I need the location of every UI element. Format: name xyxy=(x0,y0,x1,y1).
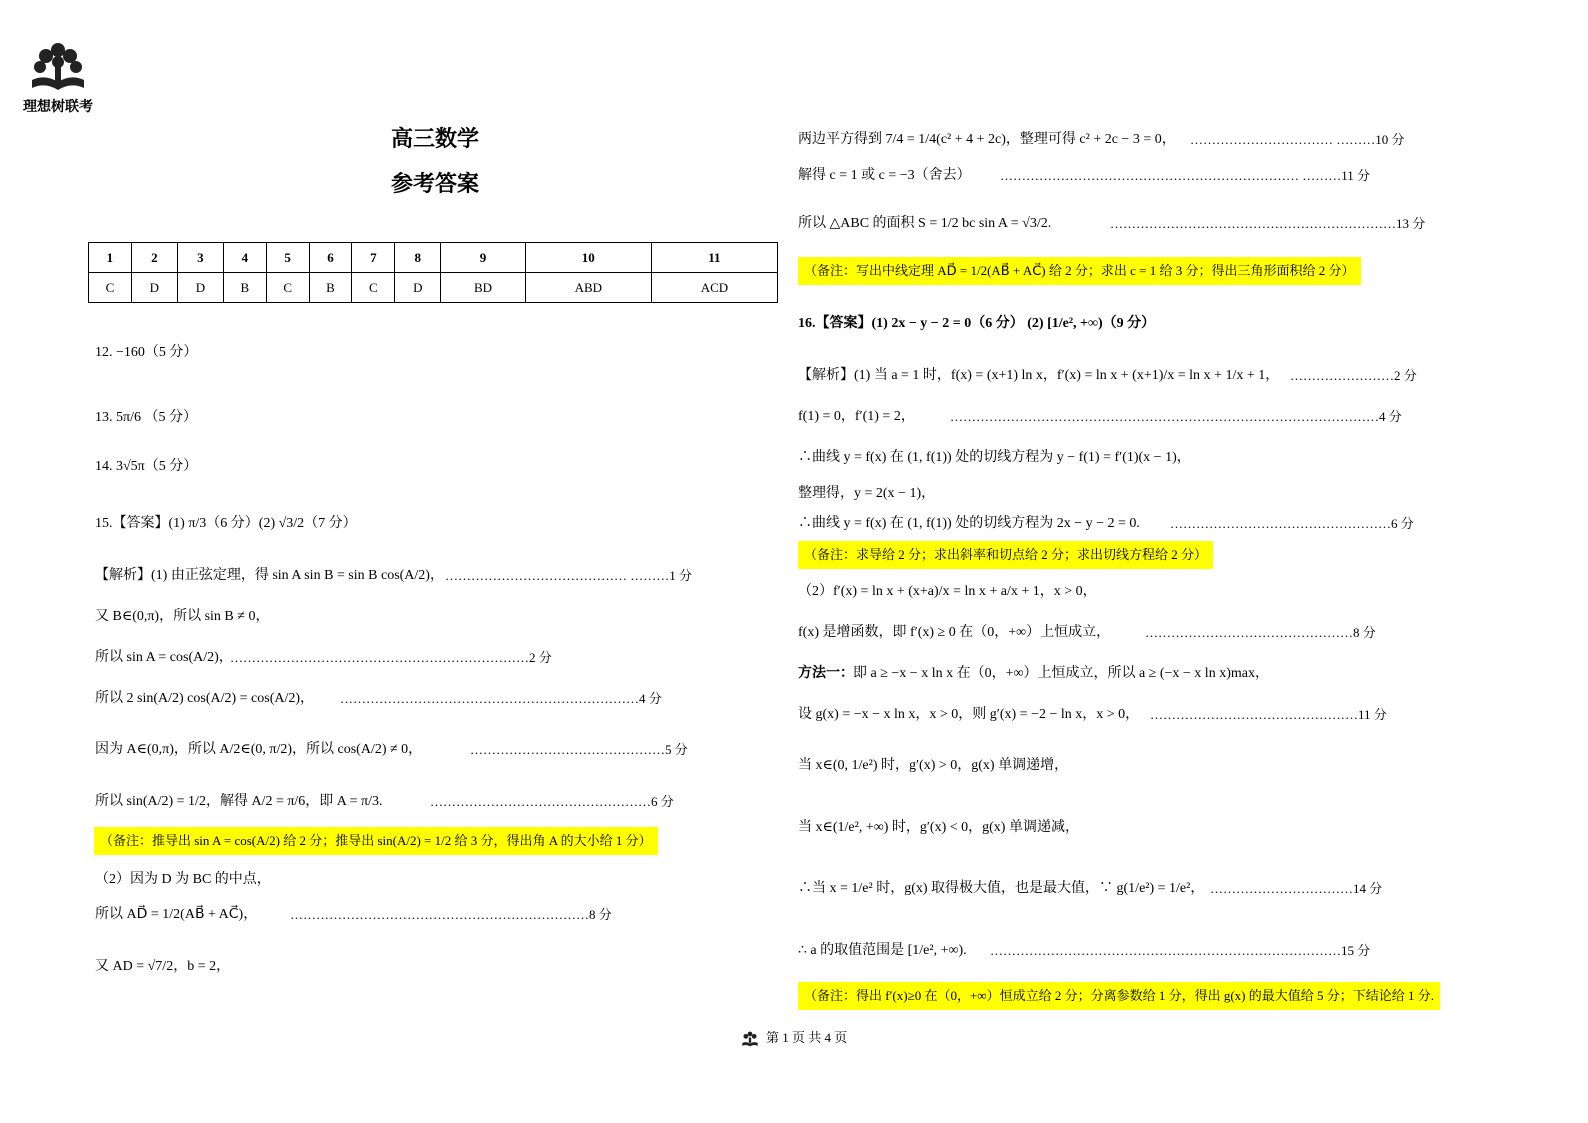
question-number: 2 xyxy=(131,243,177,273)
question-number: 11 xyxy=(651,243,777,273)
question-number: 1 xyxy=(89,243,132,273)
solution-line: f(1) = 0，f′(1) = 2， xyxy=(798,409,915,424)
question-number: 5 xyxy=(266,243,309,273)
answer-cell: C xyxy=(352,273,395,303)
score-marker: ……………………………………………6 分 xyxy=(1170,516,1414,531)
question-number: 9 xyxy=(441,243,525,273)
question-number: 3 xyxy=(177,243,223,273)
score-marker: ………………………………………………………………………………………4 分 xyxy=(950,409,1402,424)
note-highlight: （备注：写出中线定理 AD⃗ = 1/2(AB⃗ + AC⃗) 给 2 分；求出 c = 1 给 3 分；得出三角形面积给 2 分） xyxy=(798,257,1361,285)
solution-line: 当 x∈(1/e², +∞) 时，g′(x) < 0，g(x) 单调递减， xyxy=(798,820,1079,835)
solution-line: 因为 A∈(0,π)，所以 A/2∈(0, π/2)，所以 cos(A/2) ≠ 0， xyxy=(95,742,423,757)
logo-text: 理想树联考 xyxy=(23,99,93,115)
score-marker: ……………………………14 分 xyxy=(1210,881,1383,896)
answer-q15: 15.【答案】(1) π/3（6 分）(2) √3/2（7 分） xyxy=(95,516,357,531)
solution-line: （2）因为 D 为 BC 的中点， xyxy=(95,872,271,887)
answer-cell: C xyxy=(266,273,309,303)
question-number: 7 xyxy=(352,243,395,273)
page-footer xyxy=(0,1027,1588,1047)
score-marker: ……………………………………………6 分 xyxy=(430,794,674,809)
solution-line: ∴曲线 y = f(x) 在 (1, f(1)) 处的切线方程为 2x − y − 2 = 0. xyxy=(798,516,1140,531)
note-highlight: （备注：推导出 sin A = cos(A/2) 给 2 分；推导出 sin(A/2) = 1/2 给 3 分，得出角 A 的大小给 1 分） xyxy=(94,827,658,855)
solution-line: （2）f′(x) = ln x + (x+a)/x = ln x + a/x + 1，x > 0， xyxy=(798,584,1097,599)
score-marker: …………………………………………11 分 xyxy=(1150,707,1387,722)
tree-logo-icon xyxy=(741,1031,759,1047)
solution-line: 又 B∈(0,π)，所以 sin B ≠ 0， xyxy=(95,609,270,624)
answer-q13: 13. 5π/6 （5 分） xyxy=(95,410,197,425)
solution-line: 所以 AD⃗ = 1/2(AB⃗ + AC⃗)， xyxy=(95,907,258,922)
solution-line: 整理得，y = 2(x − 1)， xyxy=(798,486,936,501)
question-number: 8 xyxy=(395,243,441,273)
score-marker: …………………………………… ………1 分 xyxy=(445,568,693,583)
score-marker: ……………………………………………………………4 分 xyxy=(340,691,662,706)
solution-line: 所以 △ABC 的面积 S = 1/2 bc sin A = √3/2. xyxy=(798,216,1052,231)
score-marker: …………………………………………………………13 分 xyxy=(1110,216,1426,231)
score-marker: ………………………………………………………………………15 分 xyxy=(990,943,1371,958)
solution-line: ∴当 x = 1/e² 时，g(x) 取得极大值，也是最大值，∵ g(1/e²) = 1/e²， xyxy=(798,881,1205,896)
score-marker: …………………………… ………10 分 xyxy=(1190,132,1405,147)
score-marker: …………………………………………8 分 xyxy=(1145,625,1376,640)
answer-cell: ABD xyxy=(525,273,651,303)
answer-cell: D xyxy=(177,273,223,303)
answer-table-header-row xyxy=(89,243,778,273)
answer-q16: 16.【答案】(1) 2x − y − 2 = 0（6 分） (2) [1/e², +∞)（9 分） xyxy=(798,316,1156,331)
solution-line: 解得 c = 1 或 c = −3（舍去） xyxy=(798,168,971,183)
question-number: 6 xyxy=(309,243,352,273)
solution-line: f(x) 是增函数，即 f′(x) ≥ 0 在（0，+∞）上恒成立， xyxy=(798,625,1111,640)
answer-cell: B xyxy=(309,273,352,303)
score-marker: …………………………………………………………… ………11 分 xyxy=(1000,168,1371,183)
question-number: 4 xyxy=(223,243,266,273)
score-marker: ……………………2 分 xyxy=(1290,368,1417,383)
note-highlight: （备注：得出 f′(x)≥0 在（0，+∞）恒成立给 2 分；分离参数给 1 分，得出 g(x) 的最大值给 5 分；下结论给 1 分. xyxy=(798,982,1440,1010)
solution-line: ∴曲线 y = f(x) 在 (1, f(1)) 处的切线方程为 y − f(1) = f′(1)(x − 1)， xyxy=(798,450,1191,465)
note-highlight: （备注：求导给 2 分；求出斜率和切点给 2 分；求出切线方程给 2 分） xyxy=(798,541,1213,569)
solution-line: 【解析】(1) 由正弦定理，得 sin A sin B = sin B cos(A/2)， xyxy=(95,568,444,583)
method-label: 方法一： xyxy=(798,666,854,681)
score-marker: ……………………………………………………………8 分 xyxy=(290,907,612,922)
question-number: 10 xyxy=(525,243,651,273)
page-title: 高三数学 xyxy=(390,127,479,152)
solution-line: 所以 sin A = cos(A/2)， xyxy=(95,650,233,665)
score-marker: ……………………………………………………………2 分 xyxy=(230,650,552,665)
page-subtitle: 参考答案 xyxy=(390,172,479,197)
answer-table xyxy=(88,242,778,303)
solution-line: 【解析】(1) 当 a = 1 时，f(x) = (x+1) ln x，f′(x) = ln x + (x+1)/x = ln x + 1/x + 1， xyxy=(798,368,1280,383)
answer-q12: 12. −160（5 分） xyxy=(95,345,198,360)
answer-table-answer-row xyxy=(89,273,778,303)
solution-line: 当 x∈(0, 1/e²) 时，g′(x) > 0，g(x) 单调递增， xyxy=(798,758,1069,773)
answer-cell: D xyxy=(131,273,177,303)
solution-line: ∴ a 的取值范围是 [1/e², +∞). xyxy=(798,943,967,958)
answer-cell: C xyxy=(89,273,132,303)
answer-cell: D xyxy=(395,273,441,303)
answer-cell: BD xyxy=(441,273,525,303)
answer-q14: 14. 3√5π（5 分） xyxy=(95,459,198,474)
page-number: 第 1 页 共 4 页 xyxy=(765,1030,848,1045)
solution-line: 即 a ≥ −x − x ln x 在（0，+∞）上恒成立，所以 a ≥ (−x − x ln x)max， xyxy=(853,666,1269,681)
solution-line: 所以 2 sin(A/2) cos(A/2) = cos(A/2)， xyxy=(95,691,315,706)
solution-line: 两边平方得到 7/4 = 1/4(c² + 4 + 2c)，整理可得 c² + 2c − 3 = 0， xyxy=(798,132,1176,147)
solution-line: 又 AD = √7/2，b = 2， xyxy=(95,959,231,974)
logo xyxy=(18,40,98,116)
answer-cell: B xyxy=(223,273,266,303)
tree-book-logo-icon xyxy=(28,40,88,94)
solution-line: 所以 sin(A/2) = 1/2，解得 A/2 = π/6，即 A = π/3. xyxy=(95,794,383,809)
solution-line: 设 g(x) = −x − x ln x，x > 0，则 g′(x) = −2 − ln x，x > 0， xyxy=(798,707,1140,722)
score-marker: ………………………………………5 分 xyxy=(470,742,688,757)
answer-cell: ACD xyxy=(651,273,777,303)
